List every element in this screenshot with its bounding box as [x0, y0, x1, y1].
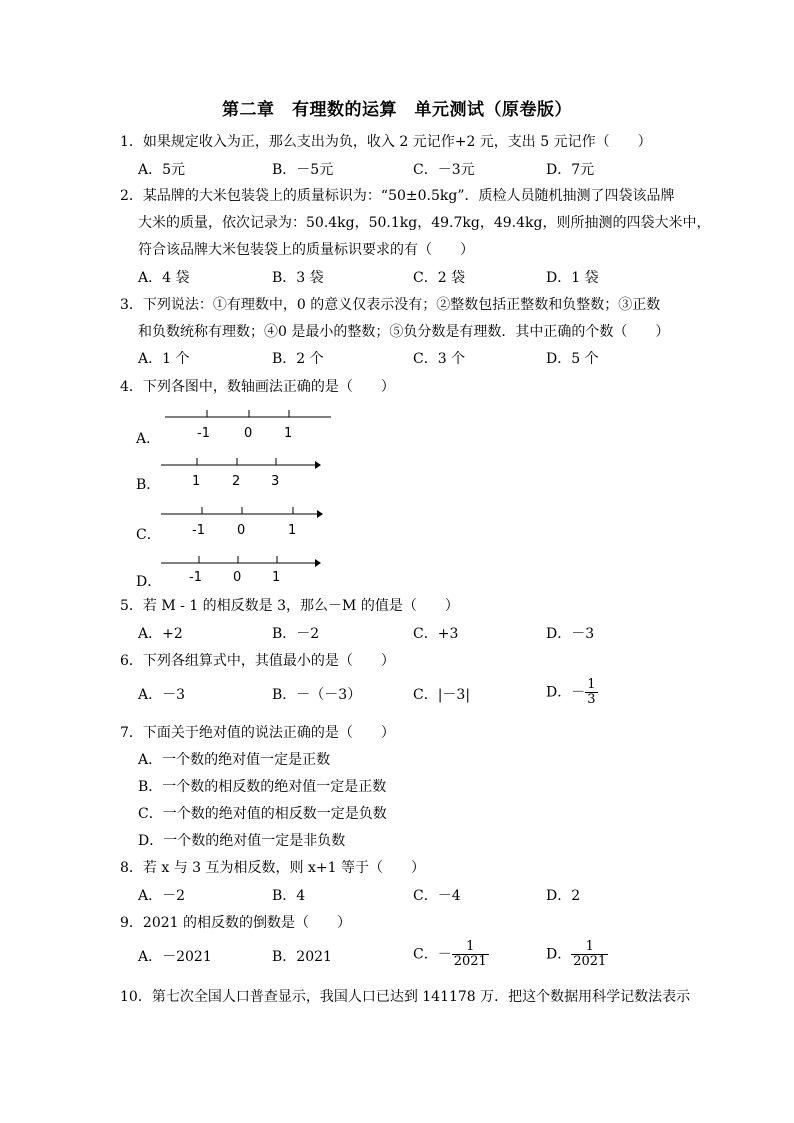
question-9-option-c-fraction [452, 940, 489, 969]
number-line-d-tick-label-2: 0 [233, 570, 242, 585]
number-line-b-tick-label-2: 2 [232, 474, 241, 489]
number-line-d-tick-label-1: -1 [189, 570, 202, 585]
number-line-a-tick-label-1: -1 [197, 426, 210, 441]
question-9-option-d [546, 940, 608, 969]
question-5-option-b: B．－2 [272, 626, 320, 642]
question-7-option-a: A．一个数的绝对值一定是正数 [138, 752, 331, 768]
number-line-b-tick-label-3: 3 [271, 474, 280, 489]
question-7-option-b: B．一个数的相反数的绝对值一定是正数 [138, 779, 387, 795]
question-7-stem: 7．下面关于绝对值的说法正确的是（ ） [120, 725, 395, 741]
number-line-a [155, 405, 345, 445]
question-6-option-c: C．|－3| [413, 687, 471, 703]
question-9-option-c [413, 940, 489, 969]
question-8-option-c: C．－4 [413, 888, 461, 904]
question-4-option-d-label: D． [136, 574, 162, 590]
question-2-line-2: 大米的质量，依次记录为：50.4kg，50.1kg，49.7kg，49.4kg，则所抽测的四袋大米中， [138, 215, 711, 231]
question-9-option-d-fraction [571, 940, 608, 969]
fraction-numerator: 1 [571, 940, 608, 955]
question-5-option-a: A．+2 [138, 626, 183, 642]
number-line-c-tick-label-1: -1 [192, 523, 205, 538]
number-line-b [155, 453, 345, 493]
question-2-line-1: 2．某品牌的大米包装袋上的质量标识为：“50±0.5kg”．质检人员随机抽测了四袋该品牌 [120, 188, 675, 204]
question-4-option-a-label: A． [136, 431, 161, 447]
question-9-option-d-prefix: D． [546, 946, 572, 963]
question-8-option-b: B．4 [272, 888, 306, 904]
question-4-stem: 4．下列各图中，数轴画法正确的是（ ） [120, 379, 395, 395]
question-4-option-c-label: C． [136, 527, 161, 543]
number-line-c-tick-label-2: 0 [237, 523, 246, 538]
question-5-option-d: D．－3 [546, 626, 595, 642]
question-9-stem: 9．2021 的相反数的倒数是（ ） [120, 915, 351, 931]
question-6-stem: 6．下列各组算式中，其值最小的是（ ） [120, 653, 395, 669]
fraction-numerator: 1 [587, 677, 596, 692]
question-3-line-1: 3．下列说法：①有理数中，0 的意义仅表示没有；②整数包括正整数和负整数；③正数 [120, 297, 661, 313]
question-2-option-a: A．4 袋 [138, 270, 190, 286]
question-10-stem: 10．第七次全国人口普查显示，我国人口已达到 141178 万．把这个数据用科学记数法表示 [120, 989, 691, 1005]
number-line-d-arrow [315, 559, 321, 567]
number-line-a-tick-label-3: 1 [284, 426, 293, 441]
question-3-line-2: 和负数统称有理数；④0 是最小的整数；⑤负分数是有理数．其中正确的个数（ ） [138, 324, 670, 340]
question-3-option-c: C．3 个 [413, 351, 466, 367]
question-8-stem: 8．若 x 与 3 互为相反数，则 x+1 等于（ ） [120, 860, 425, 876]
number-line-d [155, 551, 345, 591]
question-8-option-d: D．2 [546, 888, 581, 904]
question-1-option-b: B．－5元 [272, 162, 334, 178]
question-1-stem: 1．如果规定收入为正，那么支出为负，收入 2 元记作+2 元，支出 5 元记作（ ） [120, 134, 652, 150]
question-2-option-c: C．2 袋 [413, 270, 466, 286]
question-1-option-c: C．－3元 [413, 162, 475, 178]
number-line-b-arrow [315, 461, 321, 469]
question-9-option-b: B．2021 [272, 949, 332, 965]
question-2-line-3: 符合该品牌大米包装袋上的质量标识要求的有（ ） [138, 242, 474, 258]
question-9-option-c-prefix: C．－ [413, 946, 452, 963]
question-2-option-b: B．3 袋 [272, 270, 324, 286]
question-6-option-a: A．－3 [138, 687, 186, 703]
number-line-a-tick-label-2: 0 [244, 426, 253, 441]
fraction-denominator: 2021 [453, 954, 487, 969]
number-line-c [155, 502, 345, 542]
number-line-c-tick-label-3: 1 [288, 523, 297, 538]
question-6-option-d [546, 678, 598, 707]
question-3-option-d: D．5 个 [546, 351, 599, 367]
question-2-option-d: D．1 袋 [546, 270, 599, 286]
question-3-option-b: B．2 个 [272, 351, 324, 367]
question-4-option-b-label: B． [136, 477, 161, 493]
fraction-numerator: 1 [452, 940, 489, 955]
question-1-option-a: A．5元 [138, 162, 186, 178]
question-6-option-d-fraction [585, 678, 597, 707]
number-line-d-tick-label-3: 1 [272, 570, 281, 585]
fraction-denominator: 3 [587, 692, 596, 707]
question-7-option-d: D．一个数的绝对值一定是非负数 [138, 833, 346, 849]
page-title: 第二章 有理数的运算 单元测试（原卷版） [222, 100, 572, 120]
number-line-b-tick-label-1: 1 [192, 474, 201, 489]
question-6-option-b: B．－（－3） [272, 687, 362, 703]
fraction-denominator: 2021 [573, 954, 607, 969]
number-line-c-arrow [317, 510, 323, 518]
question-7-option-c: C．一个数的绝对值的相反数一定是负数 [138, 806, 387, 822]
question-8-option-a: A．－2 [138, 888, 186, 904]
question-5-stem: 5．若 M - 1 的相反数是 3，那么－M 的值是（ ） [120, 598, 459, 614]
question-3-option-a: A．1 个 [138, 351, 190, 367]
question-6-option-d-prefix: D．－ [546, 684, 586, 701]
question-5-option-c: C．+3 [413, 626, 459, 642]
question-9-option-a: A．－2021 [138, 949, 212, 965]
question-1-option-d: D．7元 [546, 162, 595, 178]
